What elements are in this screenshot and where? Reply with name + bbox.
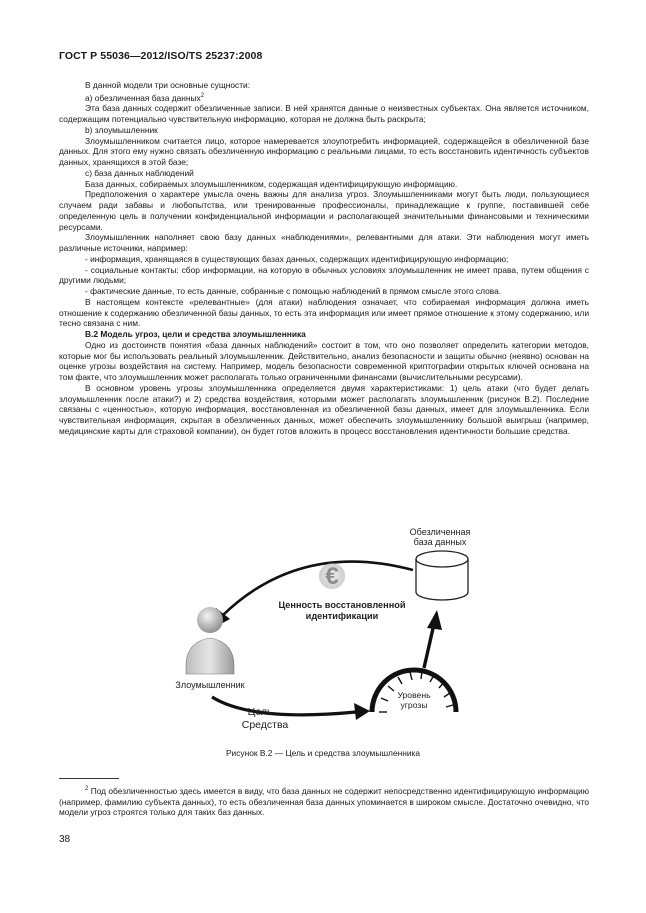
paragraph-list-item-c: с) база данных наблюдений (85, 167, 194, 178)
paragraph-list-item-a: а) обезличенная база данных$^2$ (85, 92, 205, 103)
paragraph: Эта база данных содержит обезличенные записи. В ней хранятся данные о неизвестных субъектах. Она является источником, содержащим потенциально чувствительную информацию, которая не должна быть раскрыта; (59, 103, 589, 125)
figure-caption: Рисунок В.2 — Цель и средства злоумышленника (225, 748, 421, 758)
attacker-label: Злоумышленник (175, 680, 245, 690)
footnote-reference: 2 (200, 92, 205, 99)
euro-symbol: € (325, 563, 339, 590)
paragraph: В данной модели три основные сущности: (85, 80, 251, 90)
arrow-goal-means (212, 697, 356, 715)
value-label-line1: Ценность восстановленной (278, 600, 406, 610)
paragraph-bullet: - социальные контакты: сбор информации, на которую в обычных условиях злоумышленник не имеет права, путем общения с другими людьми; (59, 264, 589, 286)
footnote-separator (59, 778, 119, 779)
paragraph: В настоящем контексте «релевантные» (для атаки) наблюдения означает, что собираемая информация должна иметь отношение к содержанию обезличенной базы данных, то есть эта информация или имеет прямое отношение к этому содержанию, или тесно связана с ним. (59, 296, 589, 329)
database-label-line2: база данных (413, 537, 467, 547)
paragraph-list-item-b: b) злоумышленник (85, 124, 158, 135)
database-label-line1: Обезличенная (409, 527, 471, 537)
footnote (59, 784, 589, 818)
paragraph-bullet: - информация, хранящаяся в существующих базах данных, содержащих идентифицирующую информацию; (85, 253, 509, 264)
arrow-to-database (424, 624, 434, 668)
euro-icon (319, 563, 345, 590)
page-number: 38 (59, 834, 71, 845)
figure-b2 (130, 518, 530, 748)
paragraph: В основном уровень угрозы злоумышленника определяется двумя характеристиками: 1) цель атаки (что будет делать злоумышленник после атаки?) и 2) средства воздействия, которыми может располагать злоумышленник (рисунок В.2). Последние связаны с «ценностью», которую информация, восстановленная из обезличенной базы данных, имеет для злоумышленника. Если чувствительная информация, скрытая в обезличенных данных, может обеспечить злоумышленнику большой выигрыш (например, медицинские карты для страховой компании), он будет готов вложить в процесс восстановления идентичности большие средства. (59, 382, 589, 436)
paragraph: База данных, собираемых злоумышленником, содержащая идентифицирующую информацию. (85, 178, 458, 189)
paragraph: Злоумышленником считается лицо, которое намеревается злоупотребить информацией, содержащейся в обезличенной базе данных. Для этого ему нужно связать обезличенную информацию с реальными лицами, то есть восстановить идентичность субъектов данных, хранящихся в этой базе; (59, 135, 589, 168)
document-header: ГОСТ Р 55036—2012/ISO/TS 25237:2008 (59, 50, 263, 62)
database-icon (416, 551, 468, 600)
paragraph-bullet: - фактические данные, то есть данные, собранные с помощью наблюдений в прямом смысле этого слова. (85, 286, 502, 297)
gauge-label-line1: Уровень (397, 690, 431, 700)
arrow-head-goal-means (354, 703, 370, 720)
figure-diagram (130, 518, 530, 748)
body-text (59, 80, 589, 437)
value-label-line2: идентификации (305, 611, 379, 621)
paragraph: Злоумышленник наполняет свою базу данных «наблюдениями», релевантными для атаки. Эти наблюдения могут иметь различные источники, например: (59, 232, 589, 254)
footnote-number: 2 (85, 786, 89, 792)
goal-label: Цель (247, 706, 273, 718)
means-label: Средства (241, 719, 289, 731)
footnote-text: Под обезличенностью здесь имеется в виду, что база данных не содержит непосредственно идентифицирующую информацию (например, фамилию субъекта данных), то есть обезличенная база данных упоминается в широком смысле. Достаточно очевидно, что модели угроз строятся только для таких баз данных. (59, 785, 589, 818)
paragraph: Одно из достоинств понятия «база данных наблюдений» состоит в том, что оно позволяет определить категории методов, которые мог бы использовать реальный злоумышленник. Действительно, анализ безопасности и защиты обычно (неявно) основан на оценке угрозы воздействия на систему. Например, модель безопасности современной криптографии открытых ключей основана на том факте, что злоумышленник может располагать только ограниченными финансами (вычислительными ресурсами). (59, 339, 589, 383)
section-heading: В.2 Модель угроз, цели и средства злоумышленника (85, 329, 306, 340)
gauge-label-line2: угрозы (400, 700, 428, 710)
arrow-head-to-database (427, 610, 442, 630)
paragraph: Предположения о характере умысла очень важны для анализа угроз. Злоумышленниками могут быть люди, пользующиеся случаем ради забавы и любопытства, или тренированные профессионалы, принадлежащие к группе, поставившей себе определенную цель в получении конфиденциальной информации и располагающей значительными финансовыми и техническими ресурсами. (59, 189, 589, 232)
